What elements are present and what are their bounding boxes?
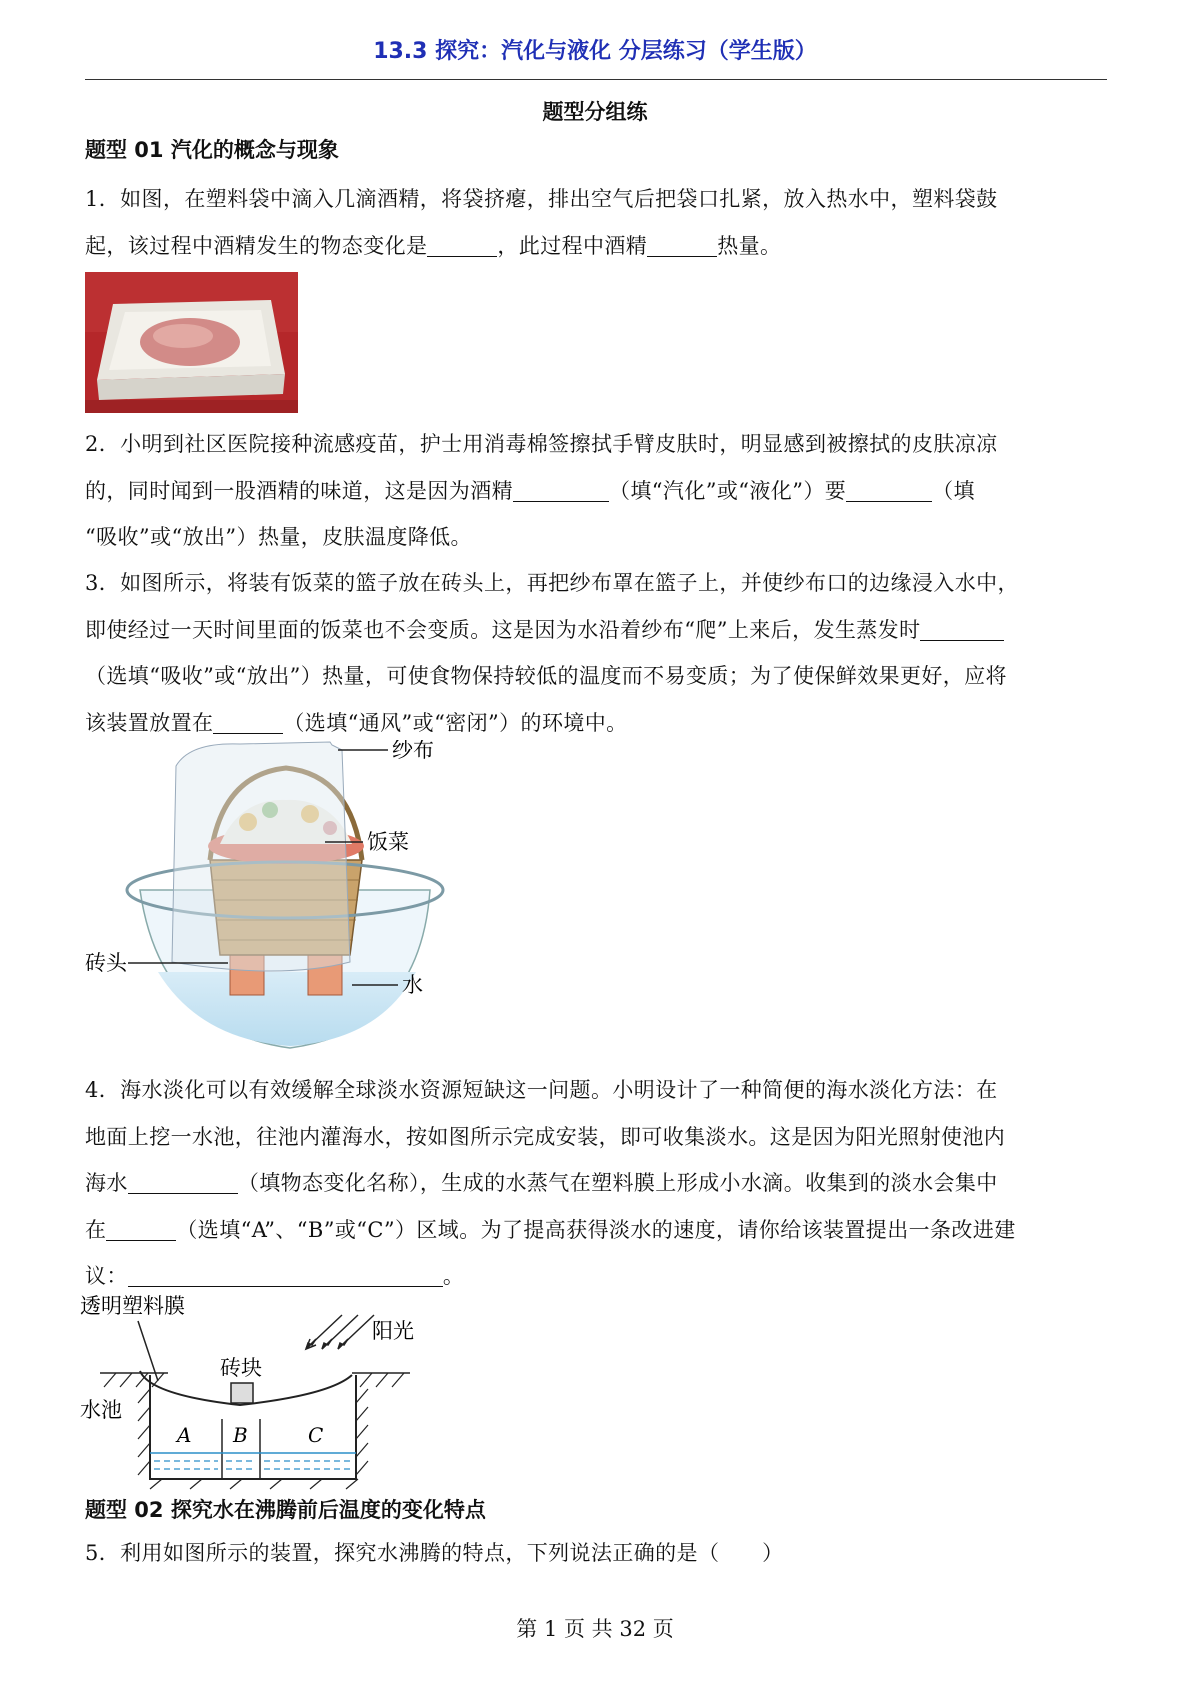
food-basket-diagram <box>80 740 500 1060</box>
question-1 <box>85 176 1107 269</box>
question-type-2-title: 题型 02 探究水在沸腾前后温度的变化特点 <box>85 1498 486 1522</box>
answer-blank-4[interactable] <box>846 477 932 502</box>
question-2 <box>85 421 1107 561</box>
question-4-line-2: 地面上挖一水池，往池内灌海水，按如图所示完成安装，即可收集淡水。这是因为阳光照射使池内 <box>85 1124 1006 1149</box>
gauze-cover <box>172 742 350 971</box>
header-divider <box>85 79 1107 80</box>
question-5-line-1: 5．利用如图所示的装置，探究水沸腾的特点，下列说法正确的是（ ） <box>85 1541 784 1565</box>
question-4-line-3: 海水 （填物态变化名称），生成的水蒸气在塑料膜上形成小水滴。收集到的淡水会集中 <box>85 1171 998 1195</box>
question-3-line-3: （选填“吸收”或“放出”）热量，可使食物保持较低的温度而不易变质；为了使保鲜效果更好，应将 <box>85 664 1007 688</box>
question-2-line-2: 的，同时闻到一股酒精的味道，这是因为酒精 （填“汽化”或“液化”）要 （填 <box>85 478 975 503</box>
question-4-line-5: 议： 。 <box>85 1264 465 1288</box>
gauze-label: 纱布 <box>392 740 434 762</box>
answer-blank-1[interactable] <box>427 232 497 257</box>
sunlight-label: 阳光 <box>372 1319 414 1343</box>
question-3 <box>85 560 1107 746</box>
brick-block-label: 砖块 <box>220 1356 262 1380</box>
question-4-line-1: 4．海水淡化可以有效缓解全球淡水资源短缺这一问题。小明设计了一种简便的海水淡化方法：在 <box>85 1078 998 1102</box>
question-type-1-title: 题型 01 汽化的概念与现象 <box>85 138 339 162</box>
question-4 <box>85 1067 1107 1300</box>
region-a-label: A <box>177 1423 192 1447</box>
answer-blank-5[interactable] <box>920 616 1004 641</box>
question-2-line-3: “吸收”或“放出”）热量，皮肤温度降低。 <box>85 525 472 549</box>
answer-blank-6[interactable] <box>213 709 283 734</box>
question-1-line-2: 起，该过程中酒精发生的物态变化是 ，此过程中酒精 热量。 <box>85 233 782 258</box>
question-3-line-4: 该装置放置在 （选填“通风”或“密闭”）的环境中。 <box>85 710 628 735</box>
water-area <box>158 972 416 1046</box>
sunlight-arrows <box>306 1315 374 1349</box>
page-footer: 第 1 页 共 32 页 <box>516 1617 674 1641</box>
region-c-label: C <box>308 1423 324 1447</box>
region-b-label: B <box>233 1423 248 1447</box>
question-2-line-1: 2．小明到社区医院接种流感疫苗，护士用消毒棉签擦拭手臂皮肤时，明显感到被擦拭的皮肤凉凉 <box>85 432 998 456</box>
question-3-line-2: 即使经过一天时间里面的饭菜也不会变质。这是因为水沿着纱布“爬”上来后，发生蒸发时 <box>85 607 1107 654</box>
answer-blank-9[interactable] <box>128 1262 443 1287</box>
brick-label: 砖头 <box>85 951 127 975</box>
film-label: 透明塑料膜 <box>80 1295 185 1318</box>
question-4-line-4: 在 （选填“A”、“B”或“C”）区域。为了提高获得淡水的速度，请你给该装置提出一条改进建 <box>85 1217 1016 1242</box>
water-label: 水 <box>402 973 423 997</box>
pool-label: 水池 <box>80 1398 122 1422</box>
solar-still-diagram <box>80 1295 440 1493</box>
question-5 <box>85 1530 1107 1577</box>
answer-blank-8[interactable] <box>106 1216 176 1241</box>
section-title: 题型分组练 <box>542 100 648 124</box>
answer-blank-7[interactable] <box>128 1169 238 1194</box>
question-3-line-1: 3．如图所示，将装有饭菜的篮子放在砖头上，再把纱布罩在篮子上，并使纱布口的边缘浸入水中， <box>85 571 1019 595</box>
plastic-bag-in-water-photo <box>85 272 298 413</box>
document-title: 13.3 探究：汽化与液化 分层练习（学生版） <box>373 39 817 64</box>
answer-blank-3[interactable] <box>513 477 609 502</box>
answer-blank-2[interactable] <box>647 232 717 257</box>
question-1-line-1: 1．如图，在塑料袋中滴入几滴酒精，将袋挤瘪，排出空气后把袋口扎紧，放入热水中，塑料袋鼓 <box>85 187 998 211</box>
food-label: 饭菜 <box>367 830 409 854</box>
brick-block <box>231 1383 253 1403</box>
